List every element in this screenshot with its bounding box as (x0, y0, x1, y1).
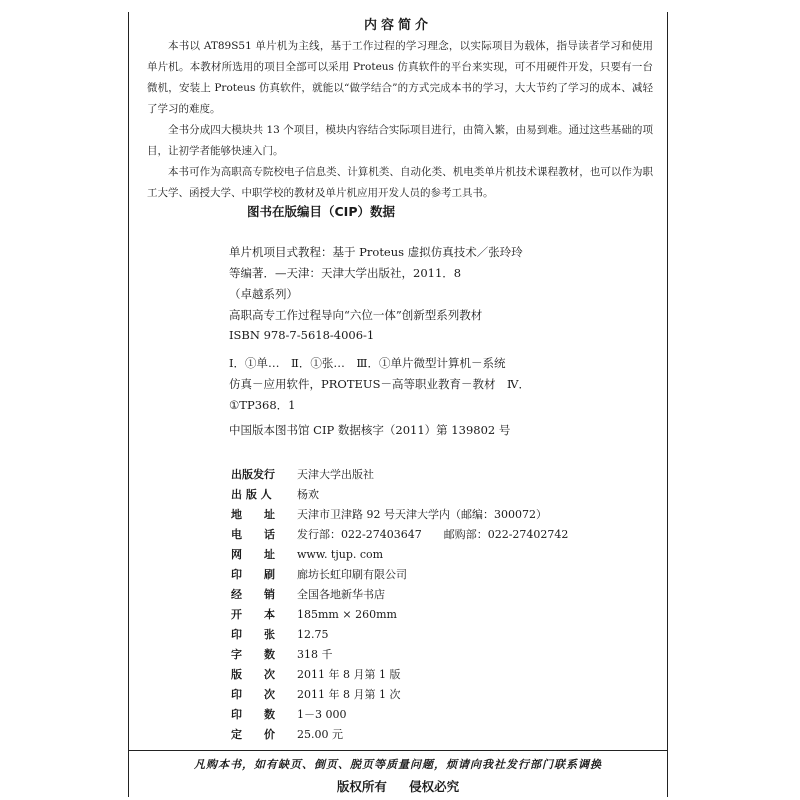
footer-divider (129, 750, 667, 751)
summary-paragraph-2: 全书分成四大模块共 13 个项目，模块内容结合实际项目进行，由简入繁，由易到难。通过这些基础的项目，让初学者能够快速入门。 (147, 124, 653, 157)
publication-label: 地 址 (231, 508, 275, 521)
cip-author-line: 等编著．—天津：天津大学出版社，2011．8 (229, 266, 462, 280)
cip-series-line: （卓越系列） (229, 287, 298, 301)
publication-value: 杨欢 (297, 488, 319, 501)
publication-value: www. tjup. com (297, 547, 384, 561)
publication-value: 全国各地新华书店 (297, 588, 385, 601)
cip-classification-line: ①TP368．1 (229, 398, 296, 412)
publication-row (231, 544, 568, 564)
cip-record-number-line: 中国版本图书馆 CIP 数据核字（2011）第 139802 号 (229, 423, 511, 437)
publication-value: 318 千 (297, 648, 333, 661)
publication-value: 廊坊长虹印刷有限公司 (297, 568, 407, 581)
publication-row (231, 644, 568, 664)
publication-row (231, 484, 568, 504)
cip-heading: 图书在版编目（CIP）数据 (247, 204, 395, 219)
publication-label: 印 刷 (231, 568, 275, 581)
publication-label: 网 址 (231, 548, 275, 561)
publication-row (231, 584, 568, 604)
footer-copyright: 版权所有 侵权必究 (336, 779, 460, 794)
publication-row (231, 724, 568, 744)
cip-isbn-line: ISBN 978-7-5618-4006-1 (229, 328, 375, 342)
publication-value: 12.75 (297, 627, 329, 641)
publication-value: 2011 年 8 月第 1 版 (297, 668, 401, 681)
summary-title: 内容简介 (363, 18, 432, 33)
footer-quality-notice: 凡购本书，如有缺页、倒页、脱页等质量问题，烦请向我社发行部门联系调换 (194, 758, 602, 771)
publication-row (231, 464, 568, 484)
publication-row (231, 664, 568, 684)
publication-value: 2011 年 8 月第 1 次 (297, 688, 401, 701)
publication-value: 天津市卫津路 92 号天津大学内（邮编：300072） (297, 508, 547, 521)
summary-paragraph-3: 本书可作为高职高专院校电子信息类、计算机类、自动化类、机电类单片机技术课程教材，也可以作为职工大学、函授大学、中职学校的教材及单片机应用开发人员的参考工具书。 (147, 166, 653, 199)
publication-label: 版 次 (231, 668, 275, 681)
publication-label: 出 版 人 (231, 488, 272, 501)
publication-label: 电 话 (231, 528, 275, 541)
summary-paragraph-1: 本书以 AT89S51 单片机为主线，基于工作过程的学习理念，以实际项目为载体，指导读者学习和使用单片机。本教材所选用的项目全部可以采用 Proteus 仿真软件的平台来实现，可不用硬件开发，只要有一台微机，安装上 Proteus 仿真软件，就能以“做学结合”的方式完成本书的学习，大大节约了学习的成本、减轻了学习的难度。 (147, 40, 653, 115)
publication-value: 25.00 元 (297, 728, 343, 741)
cip-subject-line-1: Ⅰ．①单… Ⅱ．①张… Ⅲ．①单片微型计算机－系统 (229, 356, 506, 370)
publication-label: 印 次 (231, 688, 275, 701)
publication-value: 1－3 000 (297, 708, 347, 721)
publication-row (231, 504, 568, 524)
publication-label: 印 张 (231, 628, 275, 641)
publication-label: 出版发行 (231, 468, 275, 481)
publication-label: 印 数 (231, 708, 275, 721)
publication-row (231, 564, 568, 584)
publication-row (231, 524, 568, 544)
publication-row (231, 624, 568, 644)
copyright-page (128, 12, 668, 797)
publication-info-table (231, 464, 568, 744)
cip-subject-line-2: 仿真－应用软件，PROTEUS－高等职业教育－教材 Ⅳ． (229, 377, 530, 391)
cip-title-line: 单片机项目式教程：基于 Proteus 虚拟仿真技术／张玲玲 (229, 245, 523, 259)
publication-label: 经 销 (231, 588, 275, 601)
publication-label: 定 价 (231, 728, 275, 741)
publication-row (231, 604, 568, 624)
publication-label: 开 本 (231, 608, 275, 621)
publication-value: 185mm × 260mm (297, 607, 397, 621)
publication-row (231, 684, 568, 704)
publication-value: 天津大学出版社 (297, 468, 374, 481)
cip-series-title-line: 高职高专工作过程导向“六位一体”创新型系列教材 (229, 308, 483, 322)
publication-label: 字 数 (231, 648, 275, 661)
publication-row (231, 704, 568, 724)
publication-value: 发行部：022-27403647 邮购部：022-27402742 (297, 528, 569, 541)
